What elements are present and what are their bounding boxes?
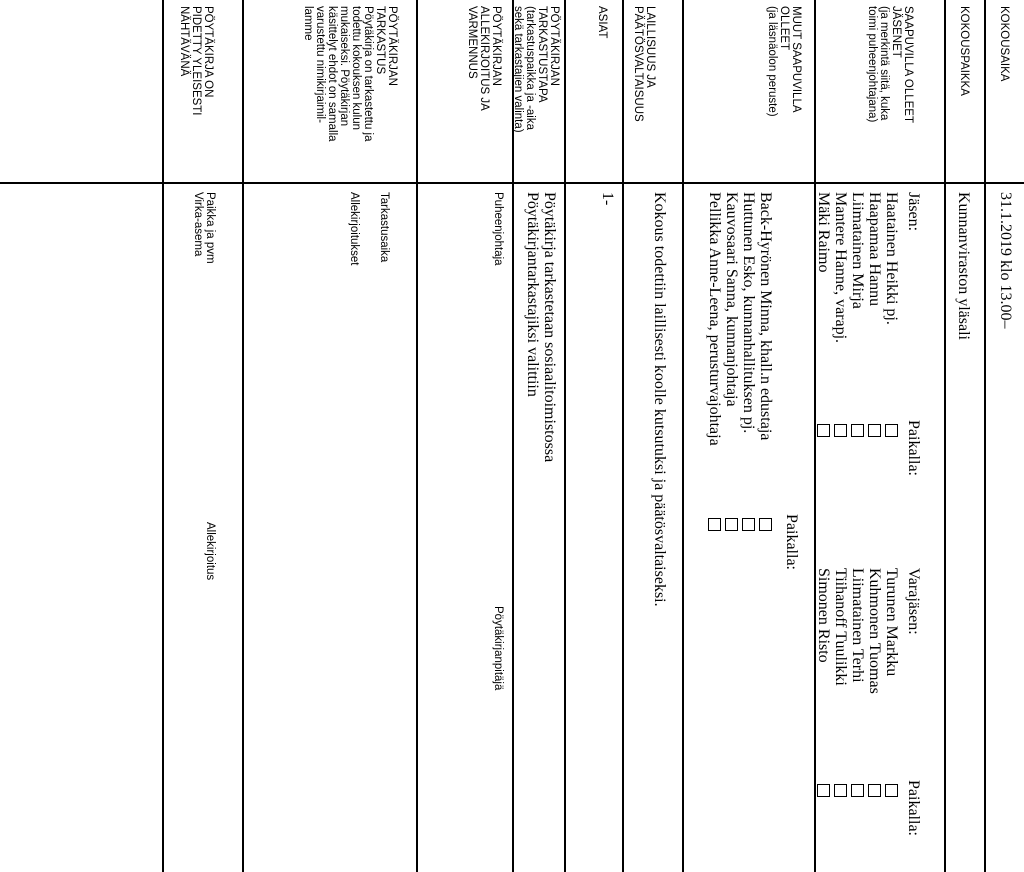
label-nahtavana: PÖYTÄKIRJA ON PIDETTY YLEISESTI NÄHTÄVÄNÄ — [178, 6, 214, 116]
deputy-name: Kuhmonen Tuomas — [866, 568, 883, 694]
others-checkboxes — [704, 518, 772, 531]
presence-checkbox[interactable] — [708, 518, 721, 531]
label-muut: MUUT SAAPUVILLA OLLEET (ja läsnäolon peruste) — [766, 6, 802, 117]
deputies-list — [815, 568, 900, 694]
other-person: Huttunen Esko, kunnanhallituksen pj. — [740, 192, 757, 434]
chair-signature-label: Puheenjohtaja — [492, 192, 504, 266]
label-kokousaika: KOKOUSAIKA — [998, 6, 1010, 82]
label-allekirjoitus: PÖYTÄKIRJAN ALLEKIRJOITUS JA VARMENNUS — [466, 6, 502, 111]
presence-checkbox[interactable] — [742, 518, 755, 531]
presence-checkbox[interactable] — [851, 424, 864, 437]
row-saapuvilla — [814, 0, 946, 872]
varajasen-header: Varajäsen: — [905, 568, 922, 635]
row-allekirjoitus — [416, 0, 514, 872]
label-laillisuus: LAILLISUUS JA PÄÄTÖSVALTAISUUS — [632, 6, 656, 122]
legality-statement: Kokous todettiin laillisesti koolle kutsutuksi ja päätösvaltaiseksi. — [651, 192, 668, 607]
presence-checkbox[interactable] — [885, 424, 898, 437]
deputies-checkboxes — [813, 784, 898, 797]
presence-checkbox[interactable] — [868, 784, 881, 797]
display-signature-label: Allekirjoitus — [204, 522, 216, 581]
inspectors-chosen: Pöytäkirjantarkastajiksi valittiin — [524, 192, 541, 397]
other-person: Back-Hyrönen Minna, khall.n edustaja — [757, 192, 774, 441]
member-name: Mäki Raimo — [815, 192, 832, 273]
presence-checkbox[interactable] — [759, 518, 772, 531]
row-tarkastus — [242, 0, 418, 872]
paikalla-header-members: Paikalla: — [905, 420, 922, 476]
member-name: Haatainen Heikki pj. — [883, 192, 900, 325]
agenda-items: 1- — [599, 192, 616, 206]
member-name: Haapamaa Hannu — [866, 192, 883, 307]
meeting-time: 31.1.2019 klo 13.00– — [997, 192, 1014, 329]
row-nahtavana — [162, 0, 244, 872]
paikalla-header-deputies: Paikalla: — [905, 780, 922, 836]
members-checkboxes — [813, 424, 898, 437]
label-kokouspaikka: KOKOUSPAIKKA — [958, 6, 970, 96]
paikalla-header-others: Paikalla: — [783, 514, 800, 570]
row-kokouspaikka — [944, 0, 986, 872]
presence-checkbox[interactable] — [851, 784, 864, 797]
deputy-name: Simonen Risto — [815, 568, 832, 663]
presence-checkbox[interactable] — [817, 424, 830, 437]
jasen-header: Jäsen: — [905, 192, 922, 232]
inspection-place: Pöytäkirja tarkastetaan sosiaalitoimistossa — [541, 192, 558, 463]
inspection-time-label: Tarkastusaika — [378, 192, 390, 263]
place-date-position-label: Paikka ja pvm Virka-asema — [192, 192, 216, 264]
bottom-border — [162, 0, 164, 872]
label-saapuvilla: SAAPUVILLA OLLEET JÄSENET (ja merkintä siitä, kuka toimi puheenjohtajana) — [866, 6, 914, 123]
row-laillisuus — [622, 0, 684, 872]
secretary-signature-label: Pöytäkirjanpitäjä — [492, 606, 504, 691]
member-name: Liimatainen Mirja — [849, 192, 866, 309]
meeting-place: Kunnanviraston yläsali — [955, 192, 972, 340]
presence-checkbox[interactable] — [817, 784, 830, 797]
row-kokousaika — [986, 0, 1024, 872]
presence-checkbox[interactable] — [834, 424, 847, 437]
label-tarkastus: PÖYTÄKIRJAN TARKASTUS Pöytäkirja on tarkastettu ja todettu kokouksen kulun mukaiseksi. Pöytäkirjan käsittelyt ehdot on samalla varustettu nimikirjaimil- lamme — [302, 6, 398, 142]
signatures-label: Allekirjoitukset — [348, 192, 360, 266]
deputy-name: Tiihanoff Tuulikki — [832, 568, 849, 686]
other-person: Kauvosaari Sanna, kunnanjohtaja — [723, 192, 740, 407]
row-tarkastustapa — [512, 0, 566, 872]
presence-checkbox[interactable] — [868, 424, 881, 437]
row-muut — [682, 0, 816, 872]
member-name: Mantere Hanne, varapj. — [832, 192, 849, 344]
row-asiat — [564, 0, 624, 872]
members-list — [815, 192, 900, 343]
others-list — [706, 192, 774, 446]
other-person: Pellikka Anne-Leena, perusturvajohtaja — [706, 192, 723, 446]
presence-checkbox[interactable] — [885, 784, 898, 797]
presence-checkbox[interactable] — [834, 784, 847, 797]
presence-checkbox[interactable] — [725, 518, 738, 531]
deputy-name: Liimatainen Terhi — [849, 568, 866, 683]
label-tarkastustapa: PÖYTÄKIRJAN TARKASTUSTAPA (tarkastuspaikka ja -aika sekä tarkastajien valinta) — [512, 6, 560, 133]
label-asiat: ASIAT — [596, 6, 608, 39]
deputy-name: Turunen Markku — [883, 568, 900, 677]
